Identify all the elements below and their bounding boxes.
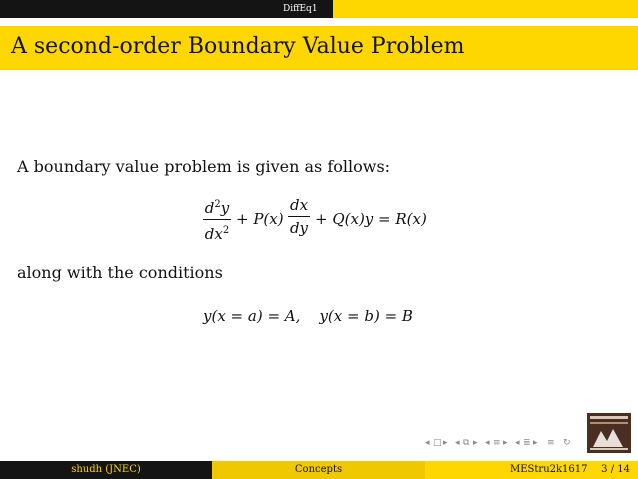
equation-rest: + Q(x)y = R(x)	[315, 210, 427, 228]
nav-search-icon[interactable]: ↻	[563, 438, 571, 448]
nav-frame-icon[interactable]: □	[433, 438, 442, 448]
header-section[interactable]	[0, 0, 333, 18]
nav-prev-doc-icon[interactable]: ◂	[515, 438, 520, 448]
header-highlight	[333, 0, 638, 18]
header-bar	[0, 0, 638, 18]
frac1-numerator: $d^2y$	[204, 199, 230, 217]
header-section-label: DiffEq1	[283, 4, 318, 14]
institution-logo	[587, 413, 631, 453]
navigation-controls	[425, 438, 575, 452]
footer-author: shudh (JNEC)	[0, 461, 212, 479]
conditions-equation: y(x = a) = A, y(x = b) = B	[203, 307, 413, 325]
frac2-numerator: dx	[289, 196, 309, 214]
nav-next-subsection-icon[interactable]: ▸	[473, 438, 478, 448]
intro-text: A boundary value problem is given as follows:	[17, 157, 391, 176]
nav-doc-icon[interactable]: ≣	[523, 438, 531, 448]
equation-frac-2	[288, 196, 310, 237]
nav-menu-icon[interactable]: ≡	[547, 438, 555, 448]
frac2-denominator: dy	[289, 219, 309, 237]
nav-next-section-icon[interactable]: ▸	[503, 438, 508, 448]
footer-short-title: MEStru2k1617	[510, 464, 588, 475]
equation-term2: + P(x)	[236, 210, 284, 228]
nav-prev-frame-icon[interactable]: ◂	[425, 438, 430, 448]
footer-info	[425, 461, 638, 479]
slide-title: A second-order Boundary Value Problem	[11, 34, 465, 59]
nav-prev-subsection-icon[interactable]: ◂	[455, 438, 460, 448]
footer-bar	[0, 461, 638, 479]
nav-prev-section-icon[interactable]: ◂	[485, 438, 490, 448]
equation-frac-1	[203, 196, 231, 243]
frac1-denominator: $dx^2$	[204, 225, 230, 243]
title-bar	[0, 26, 638, 70]
nav-next-frame-icon[interactable]: ▸	[443, 438, 448, 448]
conditions-label: along with the conditions	[17, 263, 223, 282]
footer-page-number: 3 / 14	[601, 464, 630, 475]
nav-section-icon[interactable]: ≡	[493, 438, 501, 448]
footer-section: Concepts	[212, 461, 425, 479]
nav-next-doc-icon[interactable]: ▸	[533, 438, 538, 448]
nav-subsection-icon[interactable]: ⧉	[463, 438, 470, 448]
